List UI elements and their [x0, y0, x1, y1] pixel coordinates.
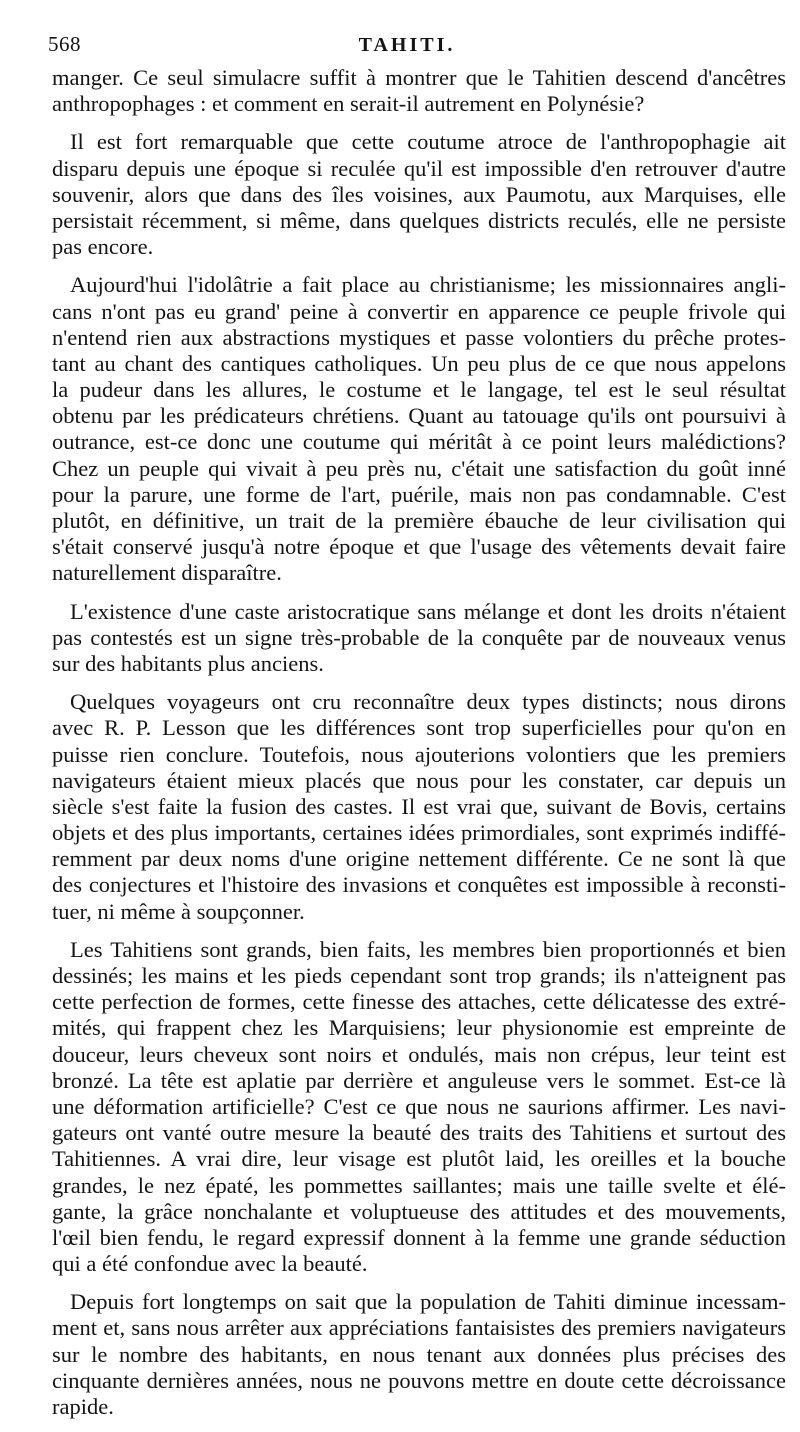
- text-line: Depuis fort longtemps on sait que la population de Tahiti diminue incessam-: [70, 1289, 786, 1315]
- text-line: manger. Ce seul simulacre suffit à montrer que le Tahitien descend d'ancêtres: [52, 65, 786, 90]
- text-line: souvenir, alors que dans des îles voisines, aux Paumotu, aux Marquises, elle: [52, 181, 786, 207]
- text-line: tuer, ni même à soupçonner.: [52, 898, 305, 924]
- text-line: bronzé. La tête est aplatie par derrière et anguleuse vers le sommet. Est-ce là: [52, 1067, 786, 1093]
- text-line: objets et des plus importants, certaines idées primordiales, sont exprimés indiffé-: [52, 820, 786, 846]
- text-line: Aujourd'hui l'idolâtrie a fait place au christianisme; les missionnaires angli-: [70, 272, 786, 298]
- paragraph: [52, 272, 786, 586]
- text-line: une déformation artificielle? C'est ce que nous ne saurions affirmer. Les navi-: [52, 1093, 786, 1119]
- running-title: TAHITI.: [358, 34, 456, 56]
- body-text: [52, 65, 786, 1432]
- text-line: disparu depuis une époque si reculée qu'il est impossible d'en retrouver d'autre: [52, 155, 786, 181]
- text-line: puisse rien conclure. Toutefois, nous ajouterions volontiers que les premiers: [52, 741, 786, 767]
- paragraph: [52, 65, 786, 117]
- text-line: avec R. P. Lesson que les différences sont trop superficielles pour qu'on en: [52, 715, 786, 741]
- text-line: plutôt, en définitive, un trait de la première ébauche de leur civilisation qui: [52, 508, 786, 533]
- text-line: grandes, le nez épaté, les pommettes saillantes; mais une taille svelte et élé-: [52, 1172, 786, 1198]
- text-line: naturellement disparaître.: [52, 560, 282, 586]
- text-line: outrance, est-ce donc une coutume qui méritât à ce point leurs malédictions?: [52, 429, 786, 455]
- text-line: pas encore.: [52, 234, 154, 260]
- text-line: ment et, sans nous arrêter aux appréciations fantaisistes des premiers navigateurs: [52, 1315, 786, 1341]
- text-line: cette perfection de formes, cette finesse des attaches, cette délicatesse des extré-: [52, 989, 786, 1015]
- text-line: anthropophages : et comment en serait-il autrement en Polynésie?: [52, 91, 645, 117]
- text-line: persistait récemment, si même, dans quelques districts reculés, elle ne persiste: [52, 207, 786, 233]
- page-header: [44, 28, 770, 60]
- text-line: Quelques voyageurs ont cru reconnaître deux types distincts; nous dirons: [70, 689, 786, 715]
- text-line: des conjectures et l'histoire des invasions et conquêtes est impossible à reconsti-: [52, 872, 786, 898]
- text-line: pour la parure, une forme de l'art, puérile, mais non pas condamnable. C'est: [52, 481, 786, 507]
- page-number: 568: [48, 32, 81, 56]
- text-line: Tahitiennes. A vrai dire, leur visage est plutôt laid, les oreilles et la bouche: [52, 1146, 786, 1172]
- text-line: dessinés; les mains et les pieds cependant sont trop grands; ils n'atteignent pas: [52, 963, 786, 988]
- text-line: mités, qui frappent chez les Marquisiens; leur physionomie est empreinte de: [52, 1015, 786, 1041]
- paragraph: [52, 1289, 786, 1420]
- text-line: n'entend rien aux abstractions mystiques et passe volontiers du prêche protes-: [52, 324, 786, 350]
- text-line: s'était conservé jusqu'à notre époque et que l'usage des vêtements devait faire: [52, 534, 786, 560]
- text-line: gateurs ont vanté outre mesure la beauté des traits des Tahitiens et surtout des: [52, 1120, 786, 1146]
- text-line: Les Tahitiens sont grands, bien faits, les membres bien proportionnés et bien: [70, 936, 786, 962]
- text-line: rapide.: [52, 1394, 114, 1419]
- text-line: cinquante dernières années, nous ne pouvons mettre en doute cette décroissance: [52, 1367, 786, 1393]
- paragraph: [52, 689, 786, 925]
- paragraph: [52, 129, 786, 260]
- text-line: L'existence d'une caste aristocratique sans mélange et dont les droits n'étaient: [70, 598, 786, 624]
- text-line: l'œil bien fendu, le regard expressif donnent à la femme une grande séduction: [52, 1224, 786, 1250]
- text-line: remment par deux noms d'une origine nettement différente. Ce ne sont là que: [52, 846, 786, 872]
- text-line: siècle s'est faite la fusion des castes. Il est vrai que, suivant de Bovis, certains: [52, 793, 786, 819]
- text-line: qui a été confondue avec la beauté.: [52, 1251, 368, 1277]
- text-line: Chez un peuple qui vivait à peu près nu, c'était une satisfaction du goût inné: [52, 455, 786, 481]
- text-line: douceur, leurs cheveux sont noirs et ondulés, mais non crépus, leur teint est: [52, 1041, 786, 1067]
- paragraph: [52, 937, 786, 1277]
- text-line: tant au chant des cantiques catholiques. Un peu plus de ce que nous appelons: [52, 350, 786, 376]
- paragraph: [52, 599, 786, 678]
- text-line: la pudeur dans les allures, le costume et le langage, tel est le seul résultat: [52, 377, 786, 403]
- text-line: pas contestés est un signe très-probable de la conquête par de nouveaux venus: [52, 624, 786, 650]
- text-line: navigateurs étaient mieux placés que nous pour les constater, car depuis un: [52, 767, 786, 793]
- text-line: cans n'ont pas eu grand' peine à convertir en apparence ce peuple frivole qui: [52, 298, 786, 324]
- text-line: Il est fort remarquable que cette coutume atroce de l'anthropophagie ait: [70, 129, 786, 155]
- text-line: obtenu par les prédicateurs chrétiens. Quant au tatouage qu'ils ont poursuivi à: [52, 403, 786, 429]
- text-line: gante, la grâce nonchalante et voluptueuse des attitudes et des mouvements,: [52, 1198, 786, 1224]
- text-line: sur le nombre des habitants, en nous tenant aux données plus précises des: [52, 1341, 786, 1367]
- text-line: sur des habitants plus anciens.: [52, 650, 324, 676]
